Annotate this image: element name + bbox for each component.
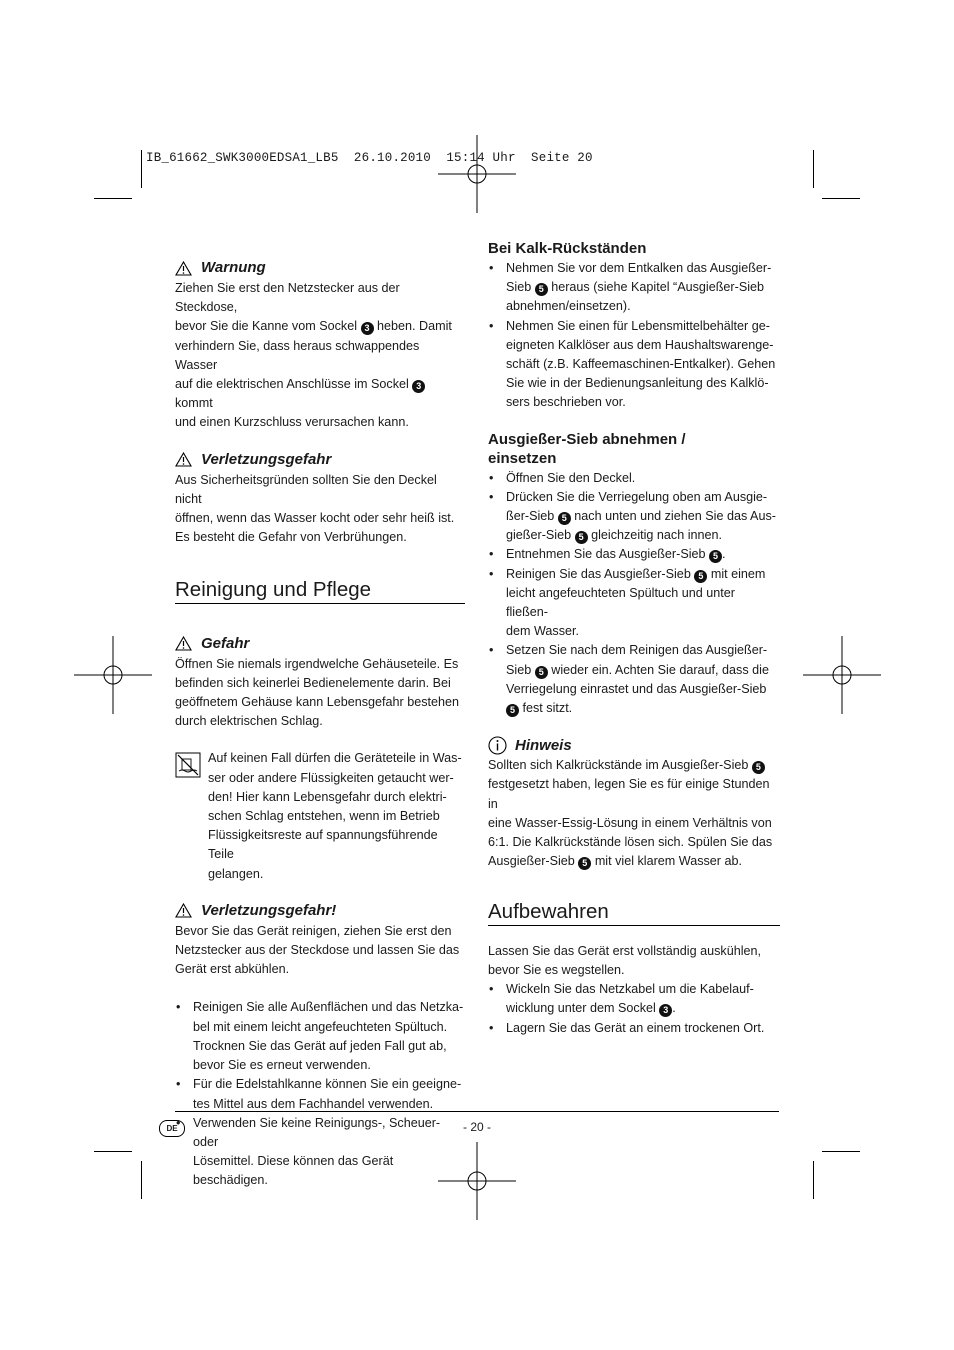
language-badge: DE	[159, 1120, 185, 1137]
part-number-5: 5	[709, 550, 722, 563]
heading-limescale: Bei Kalk-Rückständen	[488, 240, 647, 257]
list-item: • Nehmen Sie vor dem Entkalken das Ausgießer- Sieb 5 heraus (siehe Kapitel “Ausgießer-Sieb abnehmen/einsetzen).	[488, 259, 780, 317]
crop-mark	[94, 198, 132, 199]
crop-mark	[141, 150, 142, 188]
registration-mark-left	[73, 635, 153, 715]
warning-triangle-icon	[175, 636, 192, 651]
part-number-3: 3	[361, 322, 374, 335]
list-item: • Öffnen Sie den Deckel.	[488, 469, 780, 488]
warning-heading: Verletzungsgefahr	[175, 450, 465, 470]
note-heading: Hinweis	[488, 735, 780, 755]
crop-mark	[141, 1161, 142, 1199]
list-item: • Wickeln Sie das Netzkabel um die Kabelauf- wicklung unter dem Sockel 3 .	[488, 980, 780, 1018]
part-number-5: 5	[506, 704, 519, 717]
section-title-cleaning: Reinigung und Pflege	[175, 580, 465, 603]
list-item: • Nehmen Sie einen für Lebensmittelbehälter ge- eigneten Kalklöser aus dem Haushaltswarenge- schäft (z.B. Kaffeemaschinen-Entkalker). Gehen Sie wie in der Bedienungsanleitung des Kalklö- sers beschrieben vor.	[488, 317, 780, 413]
warning-triangle-icon	[175, 903, 192, 918]
registration-mark-top	[437, 134, 517, 214]
warning-heading: Verletzungsgefahr!	[175, 901, 465, 921]
list-item: • Verwenden Sie keine Reinigungs-, Scheuer- oder Lösemittel. Diese können das Gerät beschädigen.	[175, 1114, 465, 1191]
list-item: • Reinigen Sie alle Außenflächen und das Netzka- bel mit einem leicht angefeuchteten Spültuch. Trocknen Sie das Gerät auf jeden Fall gut ab, bevor Sie es erneut verwenden.	[175, 998, 465, 1075]
storage-list	[488, 980, 780, 1038]
print-slug: IB_61662_SWK3000EDSA1_LB5 26.10.2010 15:14 Uhr Seite 20	[146, 151, 593, 165]
heading-strainer: Ausgießer-Sieb abnehmen / einsetzen	[488, 430, 686, 467]
part-number-3: 3	[412, 380, 425, 393]
part-number-5: 5	[752, 761, 765, 774]
part-number-5: 5	[694, 570, 707, 583]
footer-rule	[175, 1111, 779, 1112]
part-number-3: 3	[659, 1004, 672, 1017]
list-item: • Drücken Sie die Verriegelung oben am Ausgie- ßer-Sieb 5 nach unten und ziehen Sie das Aus- gießer-Sieb 5 gleichzeitig nach innen.	[488, 488, 780, 546]
crop-mark	[813, 150, 814, 188]
part-number-5: 5	[535, 666, 548, 679]
info-icon	[488, 736, 507, 755]
page-number: - 20 -	[462, 1120, 491, 1134]
list-item: • Setzen Sie nach dem Reinigen das Ausgießer- Sieb 5 wieder ein. Achten Sie darauf, dass die Verriegelung einrastet und das Ausgießer-Sieb 5 fest sitzt.	[488, 641, 780, 718]
list-item: • Entnehmen Sie das Ausgießer-Sieb 5 .	[488, 545, 780, 564]
no-water-immersion-icon	[175, 752, 201, 778]
limescale-list	[488, 259, 780, 413]
part-number-5: 5	[558, 512, 571, 525]
cleaning-list	[175, 998, 465, 1190]
strainer-list	[488, 469, 780, 719]
part-number-5: 5	[575, 531, 588, 544]
crop-mark	[813, 1161, 814, 1199]
warning-heading: Warnung	[175, 258, 465, 278]
warning-triangle-icon	[175, 261, 192, 276]
warning-triangle-icon	[175, 452, 192, 467]
right-column: Bei Kalk-Rückständen • Nehmen Sie vor dem Entkalken das Ausgießer- Sieb 5 heraus (siehe Kapitel “Ausgießer-Sieb abnehmen/einsetzen). • Nehmen Sie einen für Lebensmittelbehälter ge- eigneten Kalklöser aus dem Haushaltswarenge- schäft (z.B. Kaffeemaschinen-Entkalker). Gehen Sie wie in der Bedienungsanleitung des Kalklö- sers beschrieben vor. Ausgießer-Sieb abnehmen / einsetzen • Öffnen Sie den Deckel. • Drücken Sie die Verriegelung oben am Ausgie- ßer-Sieb 5 nach unten und ziehen Sie das Aus- gießer-Sieb 5 gleichzeitig nach innen. • Entnehmen Sie das Ausgießer-Sieb 5 . • Reinigen Sie das Ausgießer-Sieb 5 mit einem leicht angefeuchteten Spültuch und unter fließen- dem Wasser. • Setzen Sie nach dem Reinigen das Ausgießer- Sieb 5 wieder ein. Achten Sie darauf, dass die Verriegelung einrastet und das Ausgießer-Sieb 5 fest sitzt. Hinweis Sollten sich Kalkrückstände im Ausgießer-Sieb 5 festgesetzt haben, legen Sie es für einige Stunden in eine Wasser-Essig-Lösung in einem Verhältnis von 6:1. Die Kalkrückstände lösen sich. Spülen Sie das Ausgießer-Sieb 5 mit viel klarem Wasser ab. Aufbewahren Lassen Sie das Gerät erst vollständig auskühlen, bevor Sie es wegstellen. • Wickeln Sie das Netzkabel um die Kabelauf- wicklung unter dem Sockel 3 . • Lagern Sie das Gerät an einem trockenen Ort.	[488, 239, 780, 1038]
danger-heading: Gefahr	[175, 634, 465, 654]
left-column: Warnung Ziehen Sie erst den Netzstecker aus der Steckdose, bevor Sie die Kanne vom Sockel 3 heben. Damit verhindern Sie, dass heraus schwappendes Wasser auf die elektrischen Anschlüsse im Sockel 3 kommt und einen Kurzschluss verursachen kann. Verletzungsgefahr Aus Sicherheitsgründen sollten Sie den Deckel nicht öffnen, wenn das Wasser kocht oder sehr heiß ist. Es besteht die Gefahr von Verbrühungen. Reinigung und Pflege Gefahr Öffnen Sie niemals irgendwelche Gehäuseteile. Es befinden sich keinerlei Bedienelemente darin. Bei geöffnetem Gehäuse kann Lebensgefahr bestehen durch elektrischen Schlag. Auf keinen Fall dürfen die Geräteteile in Was- ser oder andere Flüssigkeiten getaucht wer- den! Hier kann Lebensgefahr durch elektri- schen Schlag entstehen, wenn im Betrieb Flüssigkeitsreste auf spannungsführende Teile gelangen. Verletzungsgefahr! Bevor Sie das Gerät reinigen, ziehen Sie erst den Netzstecker aus der Steckdose und lassen Sie das Gerät erst abkühlen. • Reinigen Sie alle Außenflächen und das Netzka- bel mit einem leicht angefeuchteten Spültuch. Trocknen Sie das Gerät auf jeden Fall gut ab, bevor Sie es erneut verwenden. • Für die Edelstahlkanne können Sie ein geeigne- tes Mittel aus dem Fachhandel verwenden. • Verwenden Sie keine Reinigungs-, Scheuer- oder Lösemittel. Diese können das Gerät beschädigen.	[175, 258, 465, 1191]
list-item: • Lagern Sie das Gerät an einem trockenen Ort.	[488, 1019, 780, 1038]
list-item: • Reinigen Sie das Ausgießer-Sieb 5 mit einem leicht angefeuchteten Spültuch und unter fließen- dem Wasser.	[488, 565, 780, 642]
part-number-5: 5	[578, 857, 591, 870]
section-title-storage: Aufbewahren	[488, 902, 780, 925]
crop-mark	[822, 198, 860, 199]
registration-mark-right	[802, 635, 882, 715]
no-immersion-notice: Auf keinen Fall dürfen die Geräteteile in Was- ser oder andere Flüssigkeiten getaucht wer- den! Hier kann Lebensgefahr durch elektri- schen Schlag entstehen, wenn im Betrieb Flüssigkeitsreste auf spannungsführende Teile gelangen.	[175, 749, 465, 883]
list-item: • Für die Edelstahlkanne können Sie ein geeigne- tes Mittel aus dem Fachhandel verwenden.	[175, 1075, 465, 1113]
crop-mark	[94, 1151, 132, 1152]
crop-mark	[822, 1151, 860, 1152]
part-number-5: 5	[535, 283, 548, 296]
